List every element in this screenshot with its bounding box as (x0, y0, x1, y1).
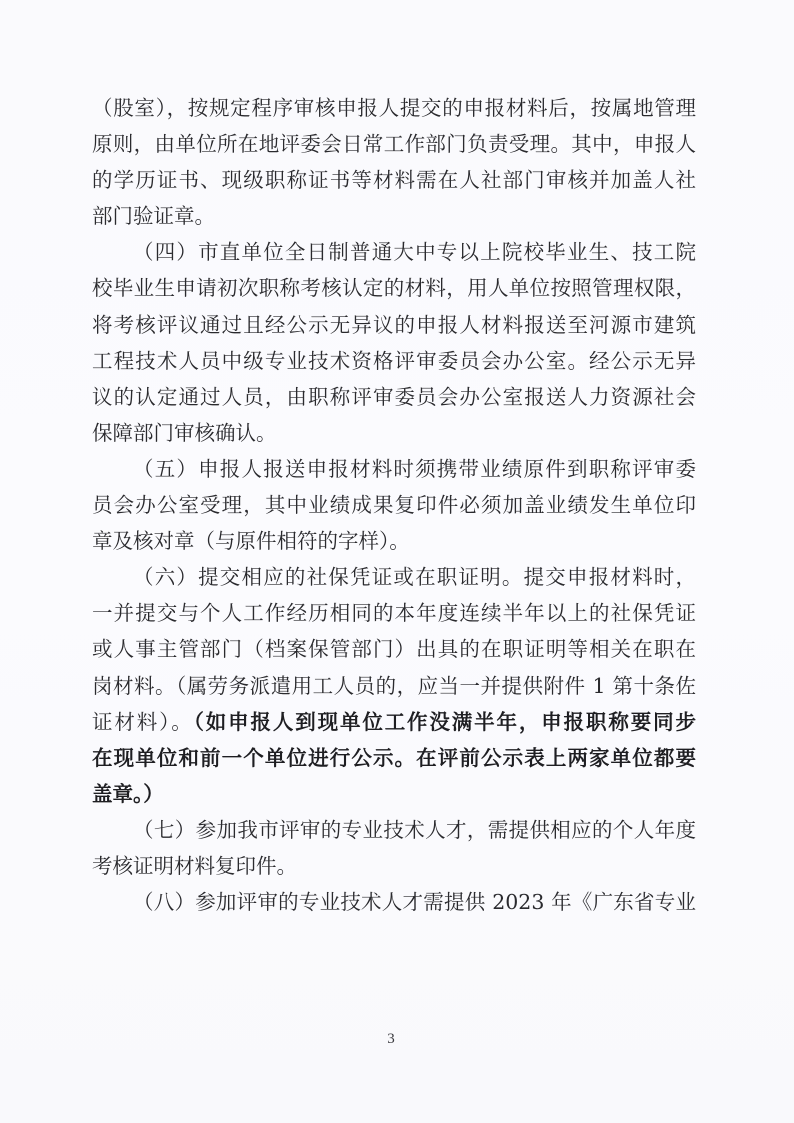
text-line: （五）申报人报送申报材料时须携带业绩原件到职称评审委 (133, 456, 696, 481)
text-line: 章及核对章（与原件相符的字样）。 (92, 529, 410, 554)
paragraph-item-5 (92, 451, 696, 559)
text-line: （四）市直单位全日制普通大中专以上院校毕业生、技工院 (133, 240, 696, 265)
text-line: （六）提交相应的社保凭证或在职证明。提交申报材料时， (133, 565, 696, 590)
bold-emphasis-line: 盖章。） (92, 781, 164, 806)
paragraph-item-4 (92, 234, 696, 451)
text-line: 将考核评议通过且经公示无异议的申报人材料报送至河源市建筑 (92, 312, 696, 337)
text-line: （八）参加评审的专业技术人才需提供 2023 年《广东省专业 (133, 890, 696, 915)
text-line: 一并提交与个人工作经历相同的本年度连续半年以上的社保凭证 (92, 601, 696, 626)
text-segment: 证材料）。 (92, 709, 194, 734)
bold-emphasis-text: （如申报人到现单位工作没满半年，申报职称要同步 (193, 709, 697, 734)
paragraph-item-7 (92, 812, 696, 884)
text-line: 员会办公室受理，其中业绩成果复印件必须加盖业绩发生单位印 (92, 493, 696, 518)
text-line: 的学历证书、现级职称证书等材料需在人社部门审核并加盖人社 (92, 168, 696, 193)
text-line-mixed (92, 704, 696, 740)
text-line: 校毕业生申请初次职称考核认定的材料，用人单位按照管理权限， (92, 276, 696, 301)
text-line: （股室），按规定程序审核申报人提交的申报材料后，按属地管理 (92, 96, 696, 120)
bold-emphasis-line: 在现单位和前一个单位进行公示。在评前公示表上两家单位都要 (92, 745, 696, 770)
text-line: （七）参加我市评审的专业技术人才，需提供相应的个人年度 (133, 817, 696, 842)
paragraph-continuation (92, 90, 696, 234)
page-number: 3 (387, 1031, 395, 1047)
text-line: 原则，由单位所在地评委会日常工作部门负责受理。其中，申报人 (92, 132, 696, 157)
text-line: 议的认定通过人员，由职称评审委员会办公室报送人力资源社会 (92, 384, 696, 409)
text-line: 考核证明材料复印件。 (92, 853, 297, 878)
text-line: 保障部门审核确认。 (92, 420, 277, 445)
text-line: 工程技术人员中级专业技术资格评审委员会办公室。经公示无异 (92, 348, 696, 373)
text-line: 部门验证章。 (92, 204, 215, 229)
document-body (92, 90, 696, 920)
text-line: 岗材料。（属劳务派遣用工人员的，应当一并提供附件 1 第十条佐 (92, 673, 696, 698)
paragraph-item-6 (92, 559, 696, 812)
text-line: 或人事主管部门（档案保管部门）出具的在职证明等相关在职在 (92, 637, 696, 662)
paragraph-item-8 (92, 884, 696, 920)
